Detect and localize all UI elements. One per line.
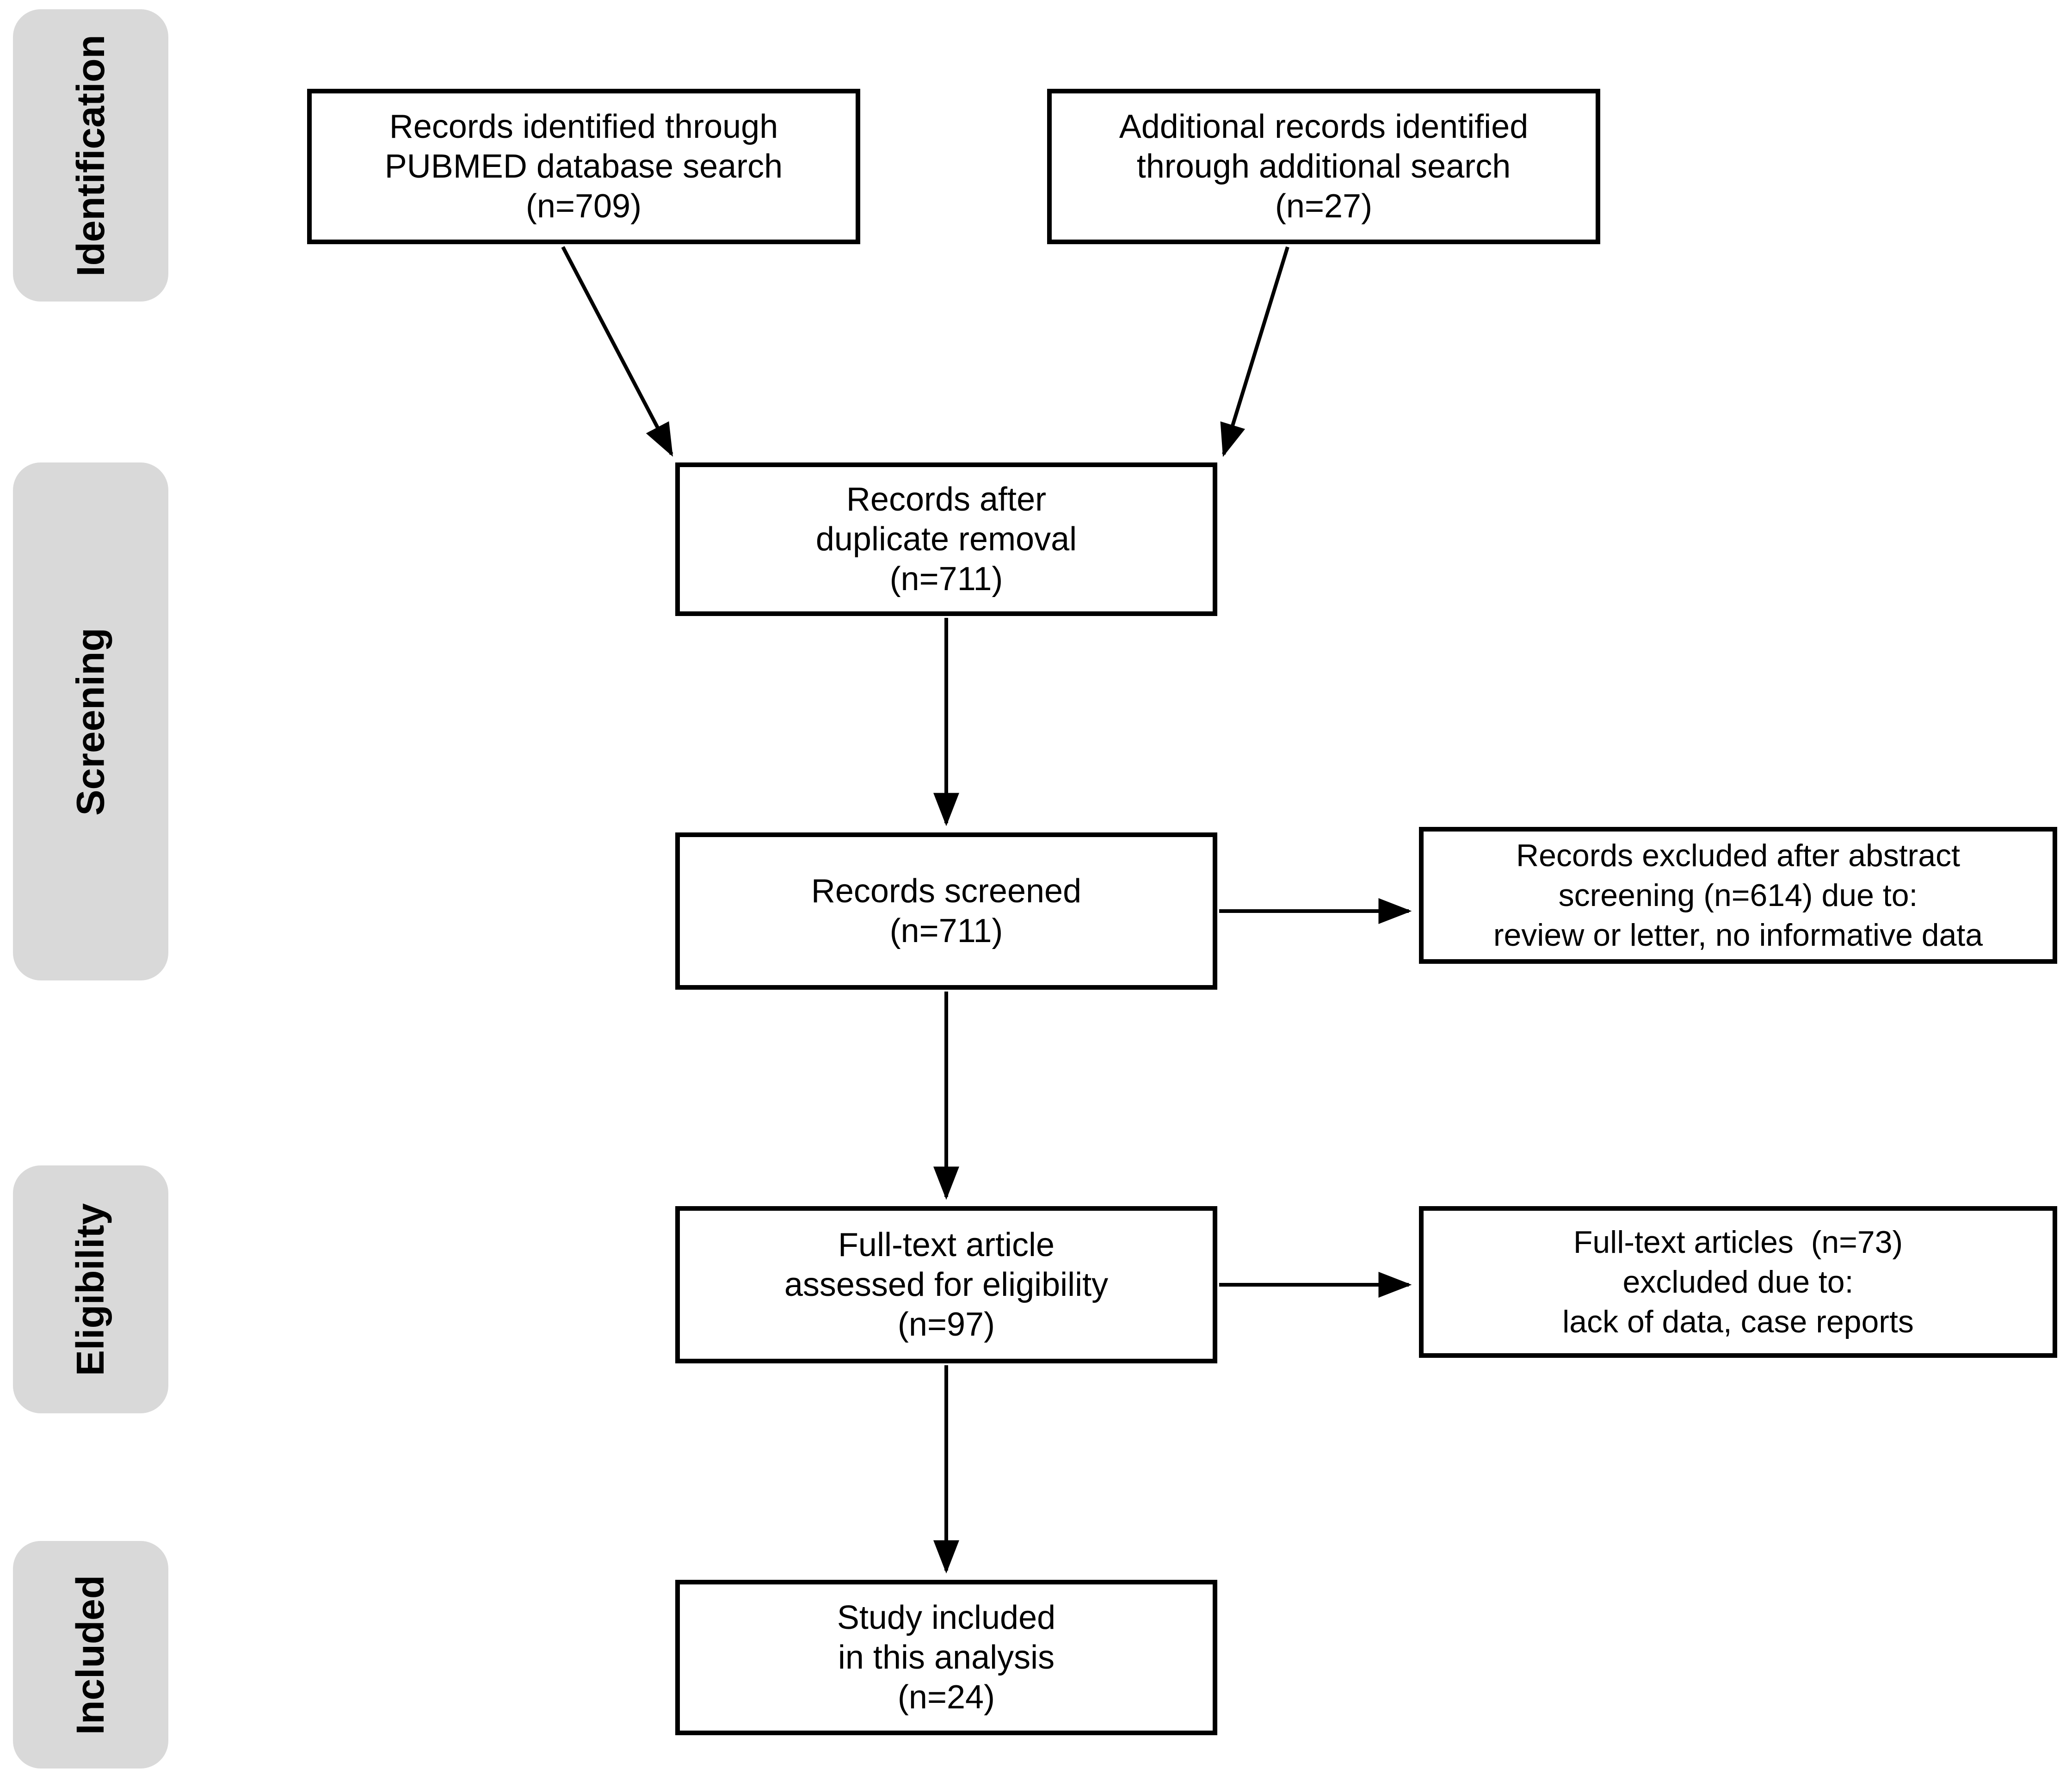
stage-screening: [13, 462, 168, 980]
stage-included: [13, 1541, 168, 1769]
box-text: (n=97): [897, 1306, 995, 1343]
box-text: Records after: [846, 481, 1047, 518]
box-text: Records screened: [811, 873, 1082, 910]
box-text: assessed for eligibility: [784, 1266, 1109, 1303]
box-text: Additional records identified: [1119, 108, 1529, 145]
stage-eligibility-label: Eligibility: [68, 1203, 112, 1376]
box-records-screened: [675, 832, 1217, 990]
box-text: PUBMED database search: [384, 148, 783, 185]
box-text: Records excluded after abstract: [1516, 838, 1961, 873]
box-text: in this analysis: [838, 1639, 1055, 1676]
box-text: Study included: [837, 1599, 1056, 1636]
arrow-additional-to-duplicates: [1224, 247, 1288, 454]
box-text: Records identified through: [389, 108, 778, 145]
box-fulltext-excluded: [1419, 1206, 2057, 1358]
box-text: duplicate removal: [815, 521, 1077, 558]
stage-identification: [13, 9, 168, 302]
box-text: (n=711): [889, 912, 1003, 949]
box-text: (n=27): [1275, 188, 1373, 225]
box-excluded-after-abstract: [1419, 827, 2057, 964]
box-text: through additional search: [1136, 148, 1511, 185]
stage-identification-label: Identification: [68, 34, 112, 277]
box-study-included: [675, 1580, 1217, 1735]
box-records-identified-pubmed: [307, 89, 860, 244]
box-text: review or letter, no informative data: [1493, 918, 1983, 953]
box-fulltext-assessed: [675, 1206, 1217, 1363]
box-text: excluded due to:: [1622, 1264, 1854, 1300]
arrow-pubmed-to-duplicates: [563, 247, 672, 454]
stage-eligibility: [13, 1165, 168, 1413]
box-text: Full-text article: [838, 1226, 1055, 1263]
box-text: (n=711): [889, 561, 1003, 598]
box-text: screening (n=614) due to:: [1558, 878, 1918, 913]
box-text: lack of data, case reports: [1562, 1304, 1914, 1339]
box-text: Full-text articles (n=73): [1573, 1225, 1903, 1260]
box-additional-records: [1047, 89, 1600, 244]
stage-included-label: Included: [68, 1575, 112, 1735]
box-after-duplicate-removal: [675, 462, 1217, 616]
stage-screening-label: Screening: [68, 627, 112, 816]
box-text: (n=709): [525, 188, 642, 225]
box-text: (n=24): [897, 1679, 995, 1716]
